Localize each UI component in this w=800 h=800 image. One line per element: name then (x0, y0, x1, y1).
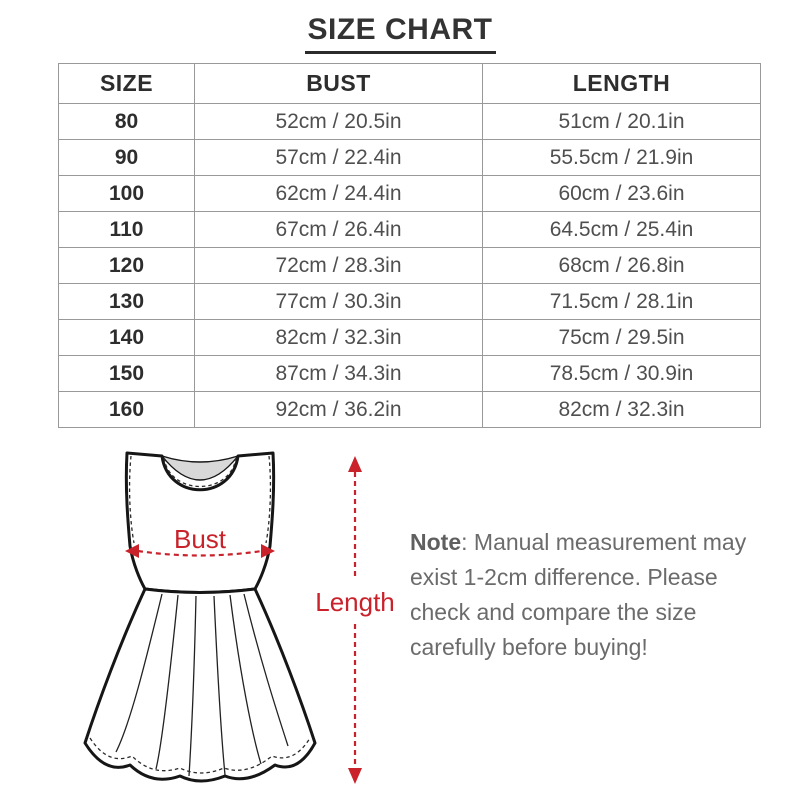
length-arrow (348, 456, 362, 784)
size-value: 90 (59, 140, 195, 176)
length-arrowhead-bottom (348, 768, 362, 784)
table-row (59, 284, 761, 320)
length-value: 51cm / 20.1in (483, 104, 761, 140)
table-row (59, 140, 761, 176)
table-row (59, 248, 761, 284)
table-body (59, 104, 761, 428)
bust-value: 92cm / 36.2in (195, 392, 483, 428)
bust-value: 57cm / 22.4in (195, 140, 483, 176)
length-value: 71.5cm / 28.1in (483, 284, 761, 320)
bust-label: Bust (173, 524, 227, 554)
size-value: 150 (59, 356, 195, 392)
column-header-size: SIZE (59, 64, 195, 104)
column-header-length: LENGTH (483, 64, 761, 104)
note-body: : Manual measurement may exist 1-2cm difference. Please check and compare the size carefully before buying! (410, 529, 747, 660)
dress-measurement-diagram (60, 440, 400, 795)
bust-value: 87cm / 34.3in (195, 356, 483, 392)
size-value: 160 (59, 392, 195, 428)
table-row (59, 392, 761, 428)
page-title: SIZE CHART (305, 13, 496, 54)
table-row (59, 212, 761, 248)
note-label: Note (410, 529, 462, 555)
size-value: 110 (59, 212, 195, 248)
size-value: 100 (59, 176, 195, 212)
length-value: 64.5cm / 25.4in (483, 212, 761, 248)
table-row (59, 176, 761, 212)
column-header-bust: BUST (195, 64, 483, 104)
length-value: 60cm / 23.6in (483, 176, 761, 212)
table-row (59, 320, 761, 356)
length-value: 68cm / 26.8in (483, 248, 761, 284)
size-value: 120 (59, 248, 195, 284)
bust-value: 82cm / 32.3in (195, 320, 483, 356)
bust-value: 62cm / 24.4in (195, 176, 483, 212)
bust-value: 67cm / 26.4in (195, 212, 483, 248)
length-value: 82cm / 32.3in (483, 392, 761, 428)
length-label: Length (315, 587, 395, 617)
size-value: 140 (59, 320, 195, 356)
measurement-figure (60, 440, 400, 795)
bust-value: 72cm / 28.3in (195, 248, 483, 284)
bust-value: 52cm / 20.5in (195, 104, 483, 140)
table-row (59, 104, 761, 140)
size-value: 130 (59, 284, 195, 320)
length-value: 55.5cm / 21.9in (483, 140, 761, 176)
length-value: 75cm / 29.5in (483, 320, 761, 356)
length-arrowhead-top (348, 456, 362, 472)
size-chart-table (58, 63, 761, 428)
bust-value: 77cm / 30.3in (195, 284, 483, 320)
size-value: 80 (59, 104, 195, 140)
title-wrap (0, 13, 800, 54)
table-row (59, 356, 761, 392)
measurement-note (410, 525, 764, 665)
table-header-row (59, 64, 761, 104)
dress-skirt-outline (85, 589, 315, 781)
length-value: 78.5cm / 30.9in (483, 356, 761, 392)
